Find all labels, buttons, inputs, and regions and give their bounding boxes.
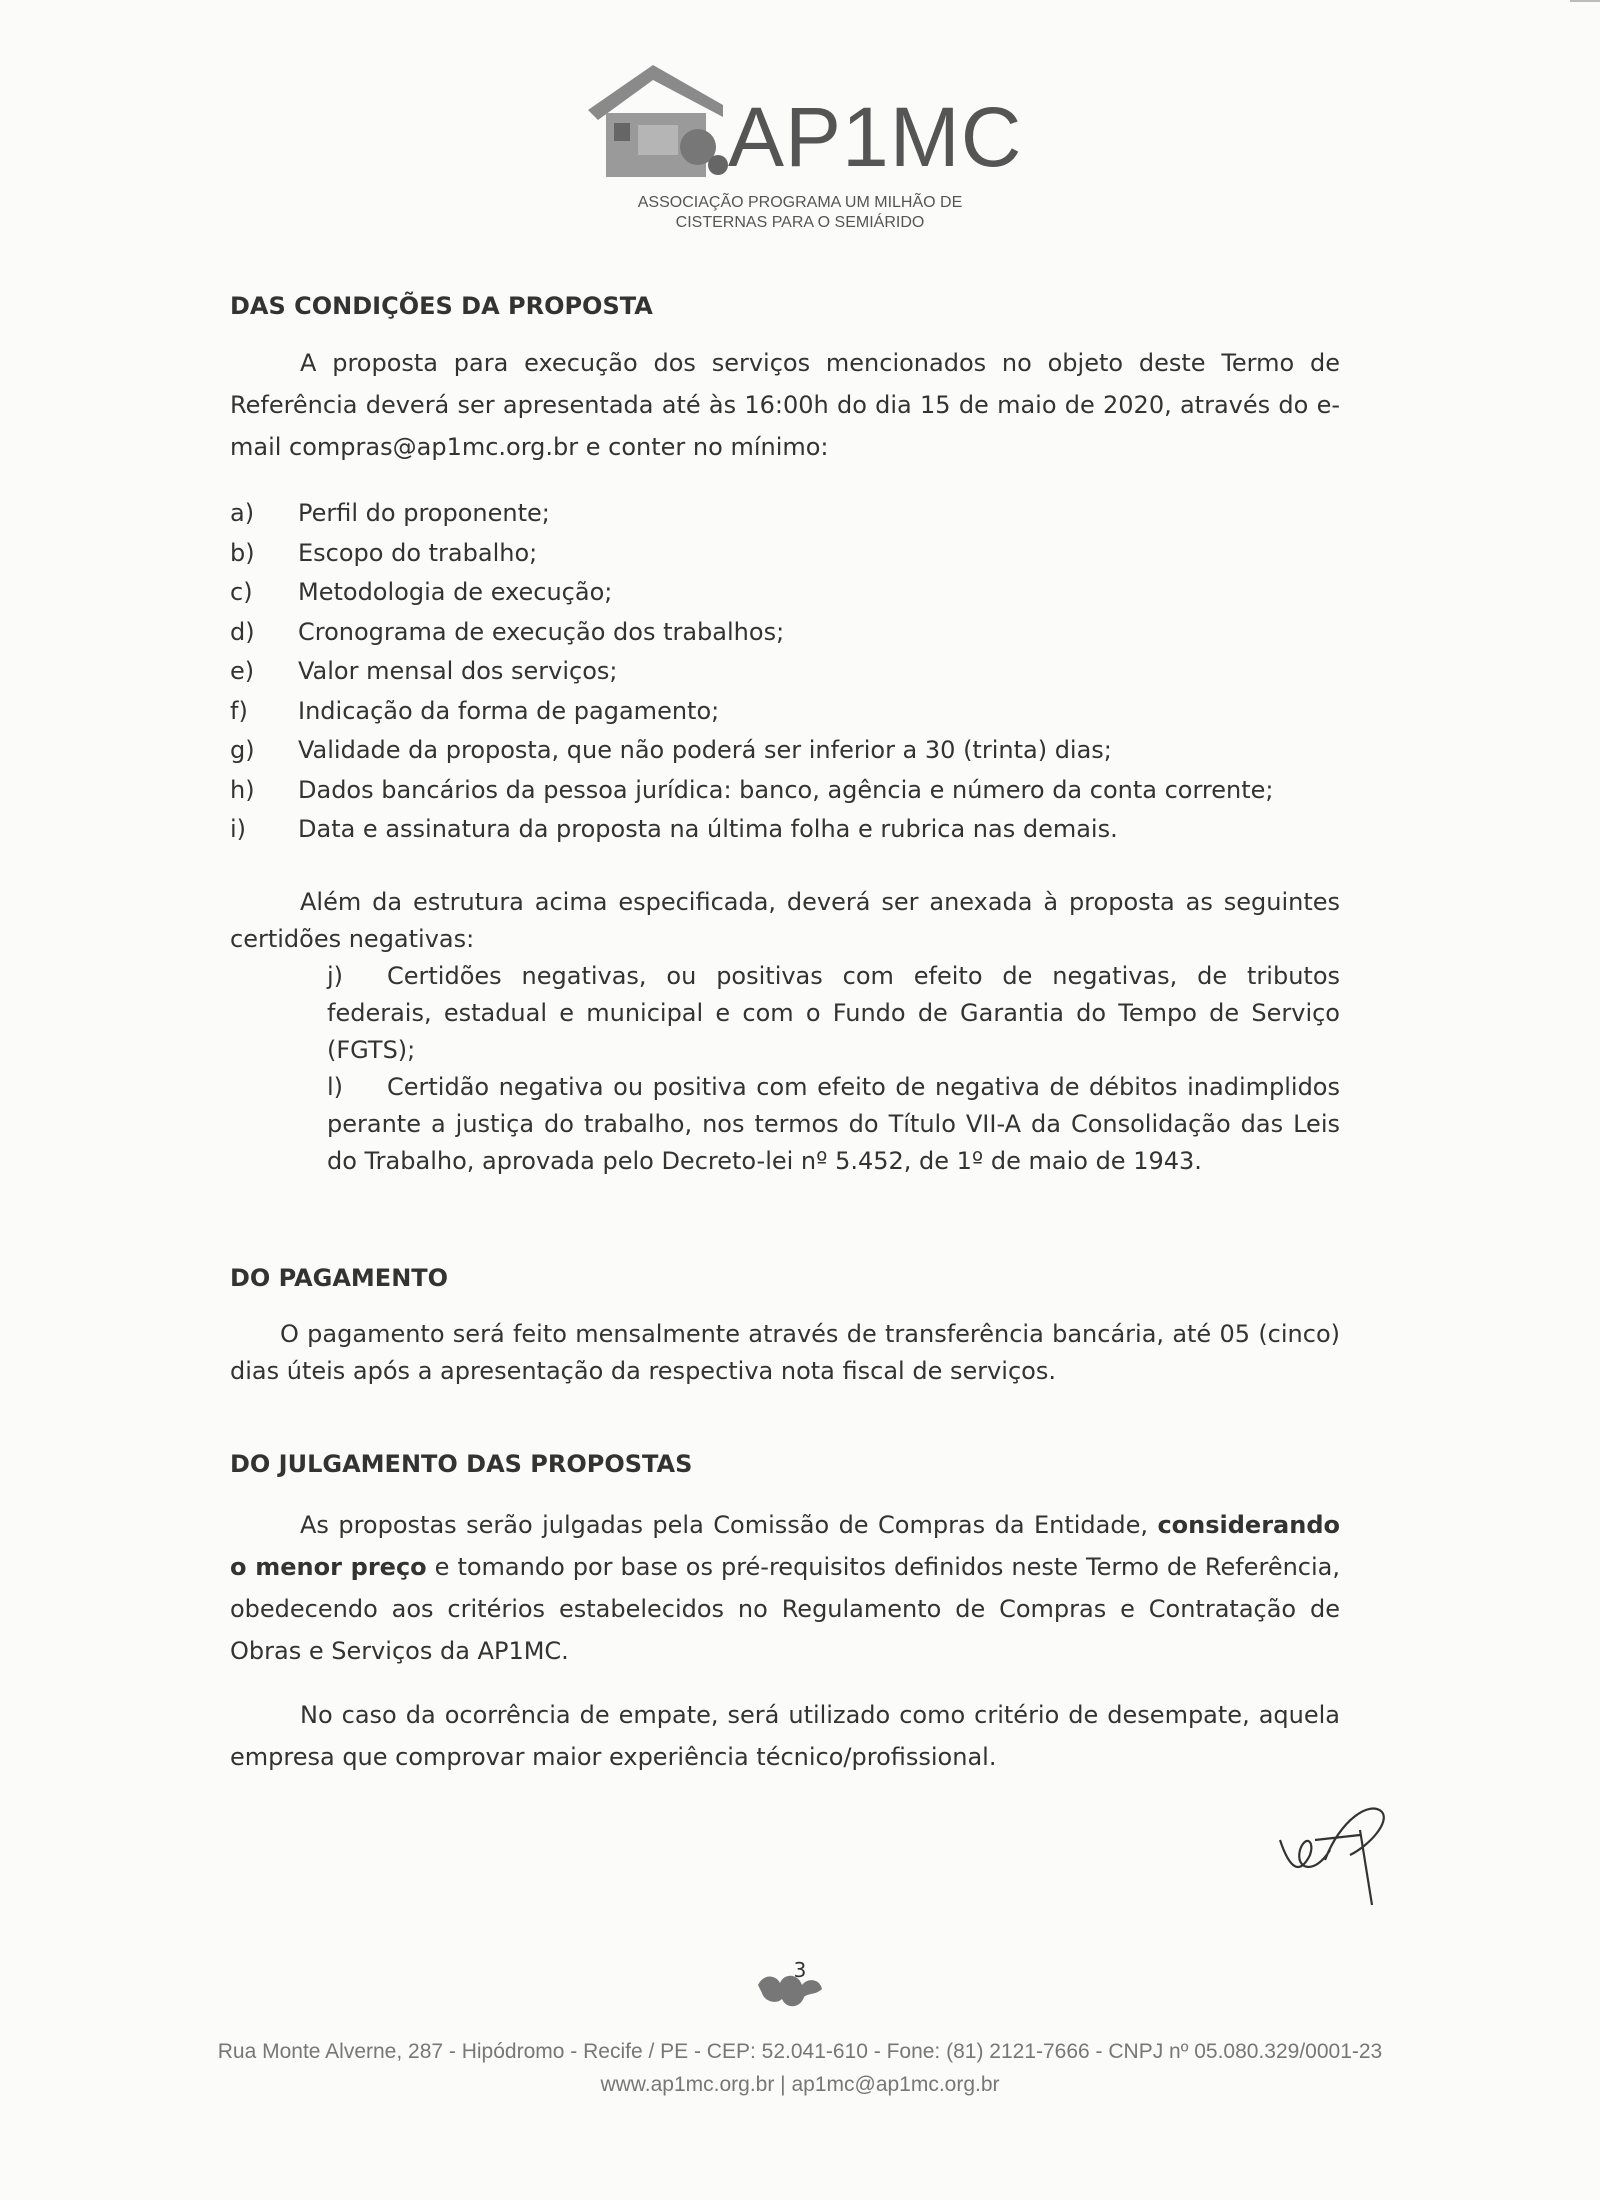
proposal-intro: A proposta para execução dos serviços mencionados no objeto deste Termo de Referência deverá ser apresentada até às 16:00h do dia 15 de maio de 2020, através do e-mail compras@ap1mc.org.br e conter no mínimo:: [230, 349, 1340, 461]
list-text: Certidões negativas, ou positivas com efeito de negativas, de tributos federais, estadual e municipal e com o Fundo de Garantia do Tempo de Serviço (FGTS);: [327, 961, 1340, 1064]
list-item: [230, 731, 1340, 771]
list-item: [230, 652, 1340, 692]
logo-subtitle-line2: CISTERNAS PARA O SEMIÁRIDO: [675, 214, 925, 231]
list-marker: j): [327, 961, 344, 990]
list-marker: h): [230, 775, 255, 804]
list-marker: f): [230, 696, 248, 725]
list-marker: g): [230, 736, 255, 764]
section-title-judgment: DO JULGAMENTO DAS PROPOSTAS: [230, 1449, 693, 1478]
judgment-text-end: e tomando por base os pré-requisitos definidos neste Termo de Referência, obedecendo aos critérios estabelecidos no Regulamento de Compras e Contratação de Obras e Serviços da AP1MC.: [230, 1552, 1341, 1665]
footer-address: Rua Monte Alverne, 287 - Hipódromo - Recife / PE - CEP: 52.041-610 - Fone: (81) 2121-7666 - CNPJ nº 05.080.329/0001-23: [217, 2040, 1383, 2063]
list-text: Perfil do proponente;: [298, 499, 550, 527]
annex-intro: Além da estrutura acima especificada, deverá ser anexada à proposta as seguintes certidões negativas:: [230, 887, 1340, 953]
list-marker: a): [230, 499, 255, 527]
scan-edge-mark: [1570, 0, 1600, 2]
list-marker: e): [230, 657, 255, 685]
judgment-text-start: As propostas serão julgadas pela Comissão de Compras da Entidade,: [300, 1510, 1158, 1539]
requirements-list: [230, 494, 1340, 850]
list-item: [230, 692, 1340, 732]
list-text: Certidão negativa ou positiva com efeito de negativa de débitos inadimplidos perante a justiça do trabalho, nos termos do Título VII-A da Consolidação das Leis do Trabalho, aprovada pelo Decreto-lei nº 5.452, de 1º de maio de 1943.: [327, 1072, 1340, 1175]
list-text: Indicação da forma de pagamento;: [298, 696, 720, 725]
logo-subtitle: [600, 193, 1000, 233]
logo-subtitle-line1: ASSOCIAÇÃO PROGRAMA UM MILHÃO DE: [637, 194, 963, 211]
list-marker: d): [230, 617, 255, 646]
judgment-bold-criterion: considerando o menor preço: [230, 1510, 1340, 1581]
ap1mc-logo: [578, 55, 1023, 240]
page-number: 3: [793, 1958, 807, 1982]
list-item: [230, 494, 1340, 534]
list-marker: b): [230, 538, 255, 567]
footer-contact: www.ap1mc.org.br | ap1mc@ap1mc.org.br: [600, 2073, 1000, 2096]
list-text: Validade da proposta, que não poderá ser inferior a 30 (trinta) dias;: [298, 736, 1112, 764]
list-text: Dados bancários da pessoa jurídica: banco, agência e número da conta corrente;: [298, 775, 1274, 804]
payment-text: O pagamento será feito mensalmente através de transferência bancária, até 05 (cinco) dias úteis após a apresentação da respectiva nota fiscal de serviços.: [230, 1319, 1340, 1385]
list-text: Metodologia de execução;: [298, 578, 613, 606]
annex-item: [327, 958, 1340, 1069]
list-text: Cronograma de execução dos trabalhos;: [298, 617, 785, 646]
section-title-conditions: DAS CONDIÇÕES DA PROPOSTA: [230, 292, 653, 320]
list-item: [230, 573, 1340, 613]
list-item: [230, 810, 1340, 850]
list-item: [230, 534, 1340, 574]
list-marker: c): [230, 578, 253, 606]
document-body: [230, 290, 1340, 1778]
tiebreak-paragraph: No caso da ocorrência de empate, será utilizado como critério de desempate, aquela empresa que comprovar maior experiência técnico/profissional.: [230, 1700, 1340, 1771]
list-text: Escopo do trabalho;: [298, 538, 538, 567]
list-text: Data e assinatura da proposta na última folha e rubrica nas demais.: [298, 815, 1118, 843]
list-marker: l): [327, 1072, 344, 1101]
list-marker: i): [230, 815, 247, 843]
list-item: [230, 613, 1340, 653]
handwritten-signature: [1270, 1800, 1410, 1920]
judgment-paragraph: [230, 1504, 1340, 1672]
logo-wordmark: AP1MC: [728, 90, 1023, 184]
section-title-payment: DO PAGAMENTO: [230, 1263, 449, 1292]
list-text: Valor mensal dos serviços;: [298, 657, 618, 685]
annex-item: [327, 1069, 1340, 1180]
list-item: [230, 771, 1340, 811]
